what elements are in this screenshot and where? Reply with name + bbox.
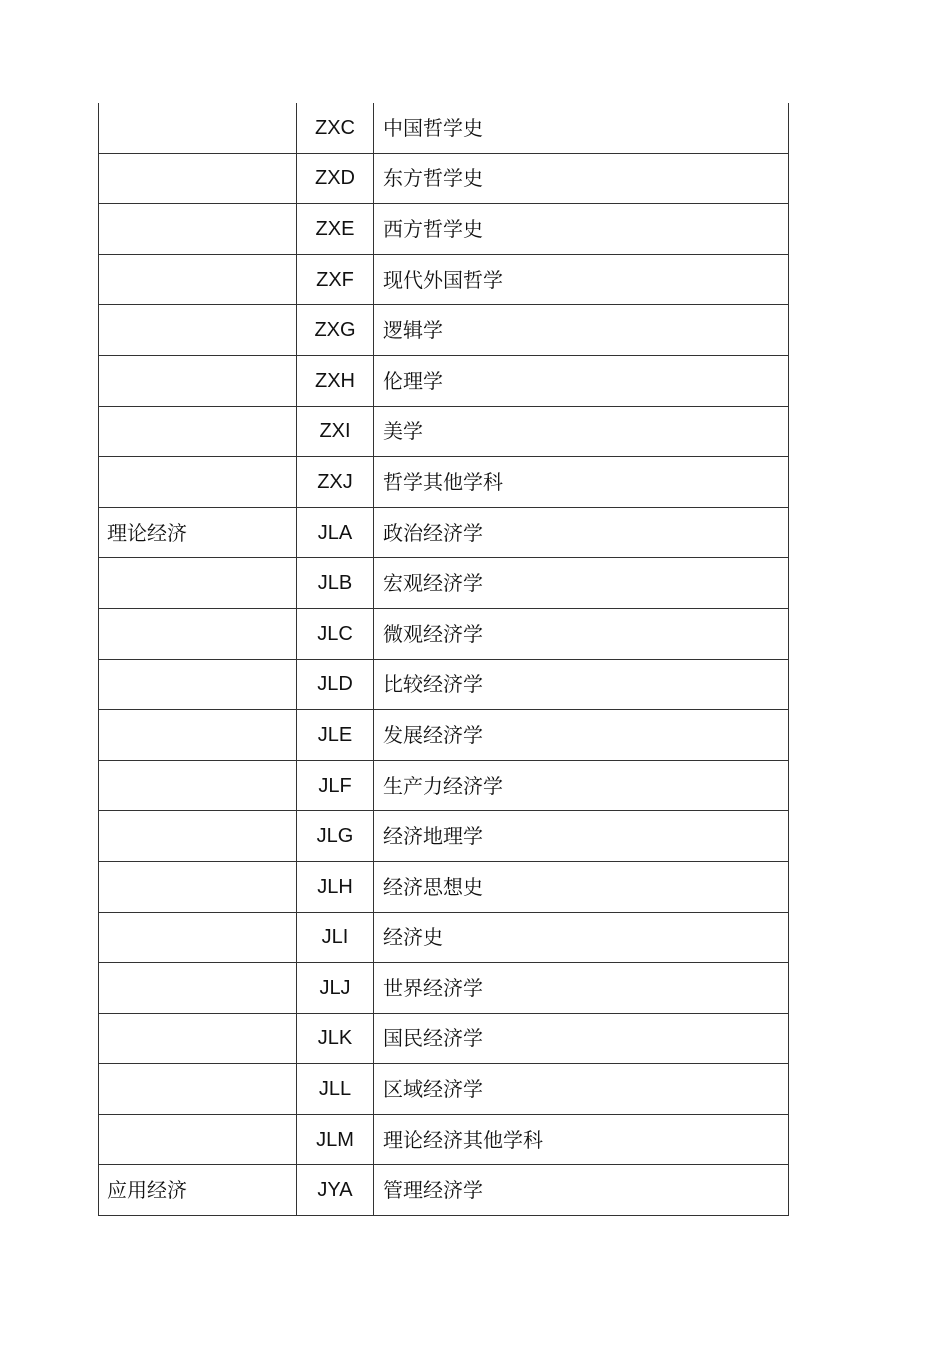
subject-name-cell: 宏观经济学	[374, 558, 789, 609]
subject-name-cell: 国民经济学	[374, 1013, 789, 1064]
category-cell	[99, 103, 297, 153]
category-cell	[99, 710, 297, 761]
subject-name-cell: 理论经济其他学科	[374, 1114, 789, 1165]
subject-name-cell: 发展经济学	[374, 710, 789, 761]
code-cell: ZXF	[297, 254, 374, 305]
subject-name-cell: 政治经济学	[374, 507, 789, 558]
table-row	[99, 1013, 789, 1064]
category-cell	[99, 912, 297, 963]
code-cell: JLC	[297, 608, 374, 659]
code-cell: ZXJ	[297, 457, 374, 508]
table-row	[99, 861, 789, 912]
category-cell	[99, 1114, 297, 1165]
table-row	[99, 457, 789, 508]
table-row	[99, 659, 789, 710]
category-cell	[99, 811, 297, 862]
category-cell	[99, 963, 297, 1014]
code-cell: ZXD	[297, 153, 374, 204]
table-row	[99, 1064, 789, 1115]
subject-name-cell: 东方哲学史	[374, 153, 789, 204]
subject-name-cell: 经济地理学	[374, 811, 789, 862]
category-cell	[99, 305, 297, 356]
subject-name-cell: 经济史	[374, 912, 789, 963]
code-cell: JLM	[297, 1114, 374, 1165]
code-cell: ZXE	[297, 204, 374, 255]
table-row	[99, 254, 789, 305]
code-cell: JLF	[297, 760, 374, 811]
discipline-code-table-wrapper	[98, 103, 789, 1216]
code-cell: JLJ	[297, 963, 374, 1014]
category-cell: 理论经济	[99, 507, 297, 558]
table-row	[99, 305, 789, 356]
subject-name-cell: 美学	[374, 406, 789, 457]
subject-name-cell: 经济思想史	[374, 861, 789, 912]
subject-name-cell: 中国哲学史	[374, 103, 789, 153]
category-cell	[99, 406, 297, 457]
discipline-code-table	[98, 103, 789, 1216]
subject-name-cell: 西方哲学史	[374, 204, 789, 255]
code-cell: JLE	[297, 710, 374, 761]
category-cell	[99, 1013, 297, 1064]
table-row	[99, 355, 789, 406]
category-cell	[99, 861, 297, 912]
code-cell: JLD	[297, 659, 374, 710]
code-cell: ZXH	[297, 355, 374, 406]
category-cell	[99, 659, 297, 710]
table-row	[99, 103, 789, 153]
code-cell: ZXI	[297, 406, 374, 457]
subject-name-cell: 现代外国哲学	[374, 254, 789, 305]
table-row	[99, 204, 789, 255]
subject-name-cell: 世界经济学	[374, 963, 789, 1014]
subject-name-cell: 比较经济学	[374, 659, 789, 710]
subject-name-cell: 管理经济学	[374, 1165, 789, 1216]
category-cell	[99, 558, 297, 609]
code-cell: JLG	[297, 811, 374, 862]
subject-name-cell: 生产力经济学	[374, 760, 789, 811]
category-cell	[99, 608, 297, 659]
category-cell	[99, 760, 297, 811]
table-row	[99, 558, 789, 609]
table-row	[99, 1114, 789, 1165]
code-cell: JLA	[297, 507, 374, 558]
subject-name-cell: 哲学其他学科	[374, 457, 789, 508]
category-cell	[99, 153, 297, 204]
category-cell	[99, 355, 297, 406]
table-row	[99, 153, 789, 204]
table-row	[99, 608, 789, 659]
code-cell: JLB	[297, 558, 374, 609]
table-row	[99, 507, 789, 558]
category-cell	[99, 457, 297, 508]
subject-name-cell: 微观经济学	[374, 608, 789, 659]
subject-name-cell: 区域经济学	[374, 1064, 789, 1115]
category-cell	[99, 254, 297, 305]
table-row	[99, 912, 789, 963]
table-row	[99, 963, 789, 1014]
code-cell: JYA	[297, 1165, 374, 1216]
code-cell: ZXG	[297, 305, 374, 356]
subject-name-cell: 伦理学	[374, 355, 789, 406]
code-cell: JLH	[297, 861, 374, 912]
category-cell: 应用经济	[99, 1165, 297, 1216]
table-row	[99, 1165, 789, 1216]
table-row	[99, 406, 789, 457]
code-cell: JLI	[297, 912, 374, 963]
table-row	[99, 760, 789, 811]
table-row	[99, 710, 789, 761]
code-cell: JLL	[297, 1064, 374, 1115]
table-row	[99, 811, 789, 862]
category-cell	[99, 1064, 297, 1115]
subject-name-cell: 逻辑学	[374, 305, 789, 356]
code-cell: JLK	[297, 1013, 374, 1064]
category-cell	[99, 204, 297, 255]
code-cell: ZXC	[297, 103, 374, 153]
table-body	[99, 103, 789, 1216]
